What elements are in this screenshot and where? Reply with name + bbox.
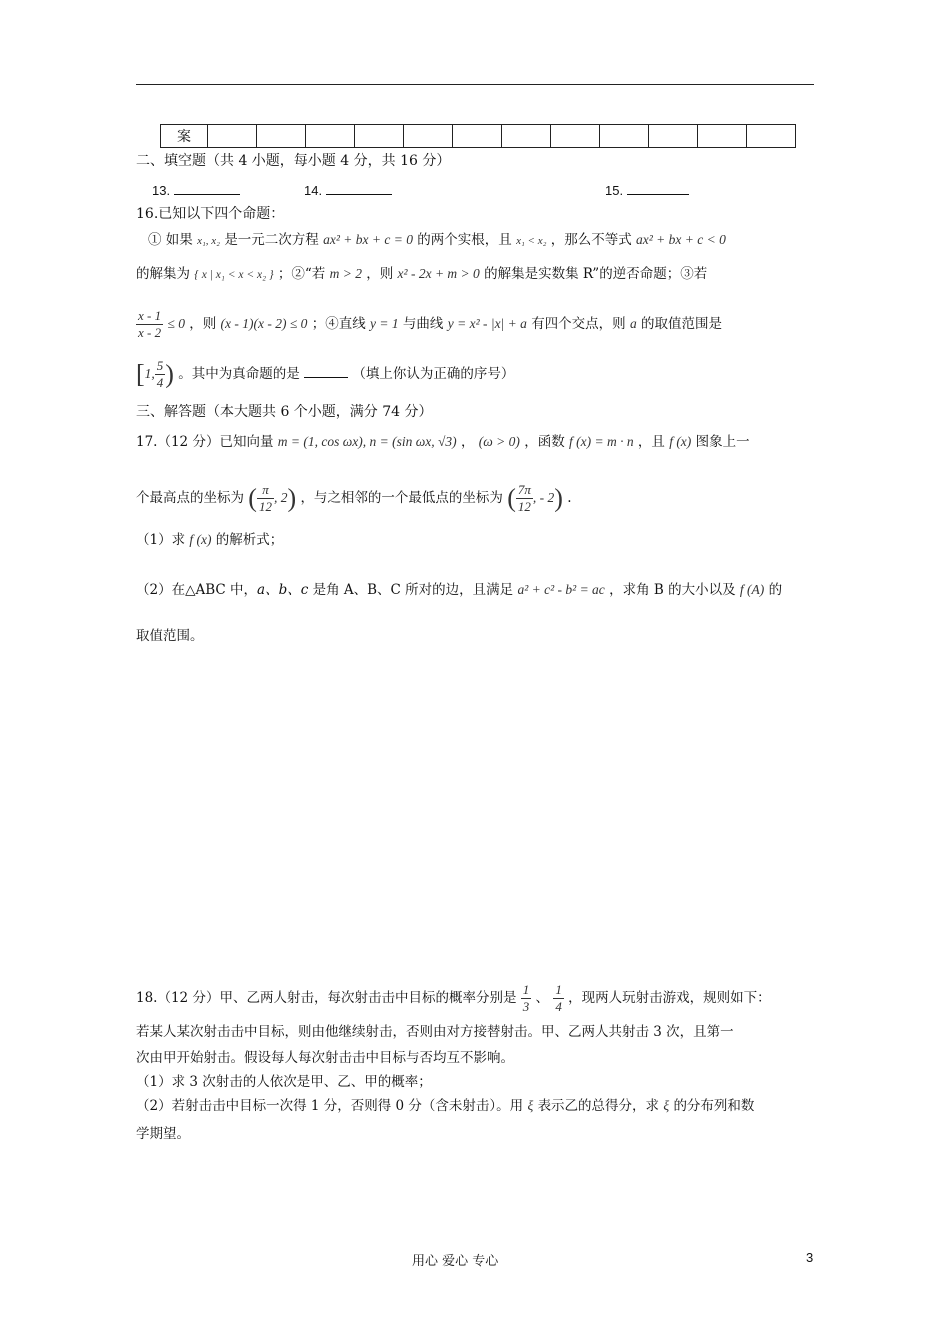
- q17-text: a、b、c: [257, 582, 309, 598]
- q17-text: （2）在△ABC 中，: [136, 582, 258, 598]
- q17-text: ，与之相邻的一个最低点的坐标为: [300, 490, 503, 506]
- blank-13-label: 13.: [152, 183, 171, 198]
- q16-math: 1,: [144, 366, 155, 381]
- q16-math: ≤ 0: [167, 316, 185, 331]
- answer-cell: [453, 125, 502, 148]
- blank-15-line: [627, 180, 689, 195]
- section2-heading: 二、填空题（共 4 小题，每小题 4 分，共 16 分）: [136, 153, 451, 169]
- q17-math: a² + c² - b² = ac: [517, 582, 605, 597]
- q18-part2: [136, 1096, 754, 1116]
- q16-math: ax² + bx + c = 0: [323, 232, 413, 247]
- q17-text: 图象上一: [695, 434, 750, 450]
- q17-line2: [136, 478, 572, 519]
- answer-cell: [306, 125, 355, 148]
- fraction-numerator: π: [257, 482, 274, 499]
- q16-math: y = 1: [370, 316, 399, 331]
- q17-text: .: [567, 490, 572, 506]
- answer-row-label: 案: [161, 125, 208, 148]
- q16-math: x² - 2x + m > 0: [397, 266, 480, 281]
- answer-cell: [600, 125, 649, 148]
- blank-15-label: 15.: [605, 183, 624, 198]
- q16-text: ；④直线: [311, 316, 366, 332]
- q16-text: （填上你认为正确的序号）: [352, 366, 515, 382]
- interval-open: [: [136, 359, 145, 389]
- q17-text: （1）求: [136, 532, 186, 548]
- fraction-denominator: 3: [522, 999, 530, 1014]
- interval-close: ): [165, 359, 174, 389]
- answer-cell: [698, 125, 747, 148]
- q16-math: x₁ < x₂: [516, 235, 547, 247]
- q17-text: ，: [460, 434, 475, 450]
- q16-text: 的两个实根，且: [417, 232, 512, 248]
- page-footer: 用心 爱心 专心: [412, 1254, 499, 1269]
- q16-text: ，则: [189, 316, 217, 332]
- q16-fraction: [136, 308, 163, 341]
- q17-part2-cont: 取值范围。: [136, 628, 204, 644]
- blank-14-label: 14.: [304, 183, 323, 198]
- q18-fraction-1: [521, 982, 532, 1015]
- q18-fraction-2: [553, 982, 564, 1015]
- fraction-denominator: 4: [555, 999, 562, 1014]
- q17-text: 是角 A、B、C 所对的边，且满足: [308, 582, 514, 598]
- q16-math: x₁, x₂: [197, 235, 221, 247]
- q17-math: f (A): [739, 582, 765, 597]
- q16-line2: [136, 264, 707, 285]
- q16-interval-fraction: [155, 358, 166, 391]
- section3-heading: 三、解答题（本大题共 6 个小题，满分 74 分）: [136, 404, 433, 420]
- answer-table: [160, 124, 796, 148]
- header-rule: [136, 84, 814, 85]
- q16-answer-blank: [304, 363, 348, 378]
- paren-close: ): [554, 483, 563, 513]
- blank-13-line: [174, 180, 240, 195]
- page-number: 3: [806, 1250, 814, 1265]
- fraction-denominator: 12: [258, 499, 272, 514]
- fraction-numerator: x - 1: [138, 308, 162, 323]
- q16-text: 有四个交点，则: [531, 316, 626, 332]
- q18-math: ξ: [527, 1098, 534, 1113]
- q18-text: 18.（12 分）甲、乙两人射击，每次射击击中目标的概率分别是: [136, 990, 517, 1006]
- q16-math: { x | x₁ < x < x₂ }: [194, 269, 274, 281]
- fraction-numerator: 1: [555, 982, 562, 997]
- q16-text: ，那么不等式: [550, 232, 632, 248]
- q18-line1: [136, 980, 771, 1016]
- blank-13: [152, 180, 240, 198]
- q16-text: 。其中为真命题的是: [178, 366, 300, 382]
- blank-15: [605, 180, 689, 198]
- q17-math: f (x) = m · n: [569, 434, 634, 449]
- q16-math: y = x² - |x| + a: [447, 316, 527, 331]
- q16-line1: [148, 230, 726, 251]
- q18-part1: （1）求 3 次射击的人依次是甲、乙、甲的概率；: [136, 1074, 432, 1090]
- fraction-numerator: 1: [522, 982, 530, 997]
- q17-part2: [136, 580, 782, 600]
- q17-min-point-fraction: [516, 482, 533, 515]
- q18-math: ξ: [663, 1098, 670, 1113]
- answer-cell: [208, 125, 257, 148]
- blank-14: [304, 180, 392, 198]
- q16-text: 的解集为: [136, 266, 190, 282]
- q17-text: 的解析式；: [215, 532, 284, 548]
- q17-math: , 2: [273, 490, 288, 505]
- q18-text: 表示乙的总得分，求: [537, 1098, 660, 1114]
- q16-text: ① 如果: [148, 232, 193, 248]
- q18-text: 的分布列和数: [673, 1098, 755, 1114]
- q18-line3: 次由甲开始射击。假设每人每次射击击中目标与否均互不影响。: [136, 1050, 514, 1066]
- q18-text: 、: [535, 990, 550, 1006]
- fraction-numerator: 7π: [517, 482, 531, 497]
- q16-text: 是一元二次方程: [224, 232, 319, 248]
- q17-math: f (x): [189, 532, 212, 547]
- q17-math: , - 2: [532, 490, 555, 505]
- answer-cell: [257, 125, 306, 148]
- q16-line3: [136, 306, 722, 342]
- q16-text: 的解集是实数集 R”的逆否命题；③若: [484, 266, 708, 282]
- fraction-denominator: 12: [517, 499, 531, 514]
- q17-text: ，且: [637, 434, 665, 450]
- answer-cell: [649, 125, 698, 148]
- q17-line1: [136, 432, 750, 452]
- q16-text: 与曲线: [402, 316, 444, 332]
- q17-max-point-fraction: [257, 482, 274, 515]
- q16-text: ；②“若: [277, 266, 326, 282]
- answer-cell: [551, 125, 600, 148]
- q16-text: ，则: [366, 266, 394, 282]
- q18-text: （2）若射击击中目标一次得 1 分，否则得 0 分（含未射击）。用: [136, 1098, 524, 1114]
- q17-math: m = (1, cos ωx), n = (sin ωx, √3): [277, 434, 457, 449]
- q18-text: ，现两人玩射击游戏，规则如下：: [568, 990, 771, 1006]
- q17-text: 17.（12 分）已知向量: [136, 434, 274, 450]
- blank-14-line: [326, 180, 392, 195]
- q17-part1: [136, 530, 283, 550]
- answer-cell: [355, 125, 404, 148]
- q16-math: a: [629, 316, 637, 331]
- q16-title: 16.已知以下四个命题：: [136, 206, 285, 222]
- fraction-numerator: 5: [156, 358, 164, 373]
- q16-line4: [136, 356, 514, 393]
- q17-math: (ω > 0): [478, 434, 520, 449]
- answer-cell: [404, 125, 453, 148]
- q17-text: 的: [768, 582, 783, 598]
- q17-text: ，函数: [524, 434, 565, 450]
- fraction-denominator: x - 2: [138, 325, 162, 340]
- paren-close: ): [287, 483, 297, 513]
- q17-text: ，求角 B 的大小以及: [609, 582, 736, 598]
- q16-math: ax² + bx + c < 0: [636, 232, 726, 247]
- q16-math: m > 2: [329, 266, 362, 281]
- q16-math: (x - 1)(x - 2) ≤ 0: [220, 316, 308, 331]
- q17-math: f (x): [669, 434, 692, 449]
- q18-part2-cont: 学期望。: [136, 1126, 190, 1142]
- q17-text: 个最高点的坐标为: [136, 490, 244, 506]
- answer-cell: [747, 125, 796, 148]
- paren-open: (: [248, 483, 257, 513]
- fraction-denominator: 4: [156, 375, 164, 390]
- paren-open: (: [507, 483, 516, 513]
- q18-line2: 若某人某次射击击中目标，则由他继续射击，否则由对方接替射击。甲、乙两人共射击 3 次，且第一: [136, 1024, 734, 1040]
- answer-cell: [502, 125, 551, 148]
- q16-text: 的取值范围是: [641, 316, 723, 332]
